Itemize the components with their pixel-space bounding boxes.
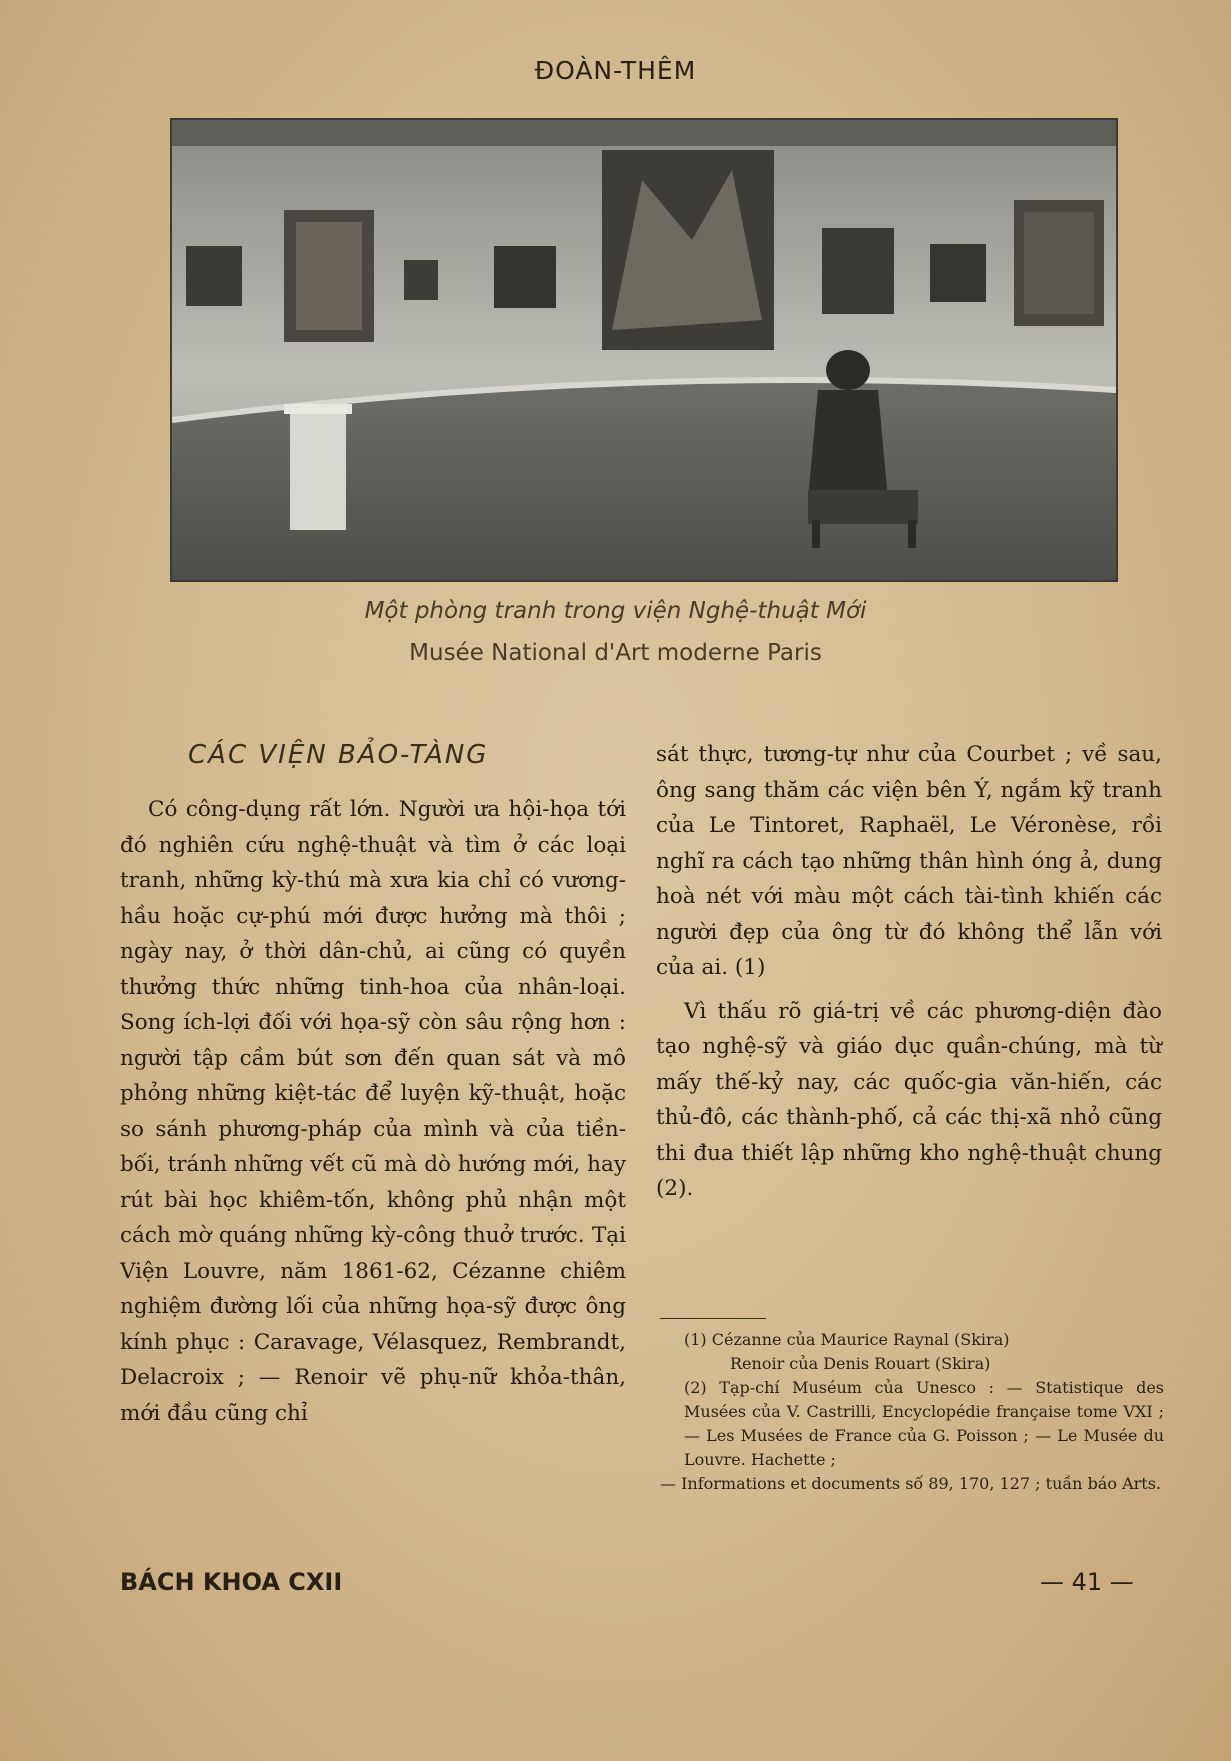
page-number: — 41 —: [1040, 1568, 1134, 1596]
figure-caption-vietnamese: Một phòng tranh trong viện Nghệ-thuật Mới: [364, 598, 867, 624]
footnote-2-end: — Informations et documents số 89, 170, 127 ; tuần báo Arts.: [660, 1474, 1161, 1493]
running-header: ĐOÀN-THÊM: [534, 56, 697, 85]
footnote-1-line-1: (1) Cézanne của Maurice Raynal (Skira): [684, 1330, 1010, 1349]
footnote-2-start: (2) Tạp-chí Muséum của Unesco : — Statistique des Musées của V. Castrilli, Encyclopédie française tome VXI ; — Les Musées de France của G. Poisson ; — Le Musée du Louvre. Hachette ;: [684, 1378, 1164, 1469]
figure-caption-french: Musée National d'Art moderne Paris: [409, 640, 822, 666]
body-paragraph: Vì thấu rõ giá-trị về các phương-diện đào tạo nghệ-sỹ và giáo dục quần-chúng, mà từ mấy thế-kỷ nay, các quốc-gia văn-hiến, các thủ-đô, các thành-phố, cả các thị-xã nhỏ cũng thi đua thiết lập những kho nghệ-thuật chung (2).: [656, 998, 1162, 1201]
body-paragraph: sát thực, tương-tự như của Courbet ; về sau, ông sang thăm các viện bên Ý, ngắm kỹ tranh của Le Tintoret, Raphaël, Le Véronèse, rồi nghĩ ra cách tạo những thân hình óng ả, dung hoà nét với màu một cách tài-tình khiến các người đẹp của ông từ đó không thể lẫn với của ai. (1): [656, 742, 1162, 980]
footnote-divider: [660, 1318, 766, 1319]
right-text-column: [656, 737, 1162, 1207]
footnote-1-line-2: Renoir của Denis Rouart (Skira): [730, 1354, 991, 1373]
publication-footer: BÁCH KHOA CXII: [120, 1568, 343, 1596]
museum-gallery-photo: [170, 118, 1118, 582]
section-title: CÁC VIỆN BẢO-TÀNG: [188, 740, 489, 770]
left-text-column: [120, 792, 626, 1431]
gallery-photo-illustration: [172, 120, 1116, 580]
footnotes: [660, 1328, 1164, 1496]
body-paragraph: Có công-dụng rất lớn. Người ưa hội-họa tới đó nghiên cứu nghệ-thuật và tìm ở các loại tranh, những kỳ-thú mà xưa kia chỉ có vương-hầu hoặc cự-phú mới được hưởng mà thôi ; ngày nay, ở thời dân-chủ, ai cũng có quyền thưởng thức những tinh-hoa của nhân-loại. Song ích-lợi đối với họa-sỹ còn sâu rộng hơn : người tập cầm bút sơn đến quan sát và mô phỏng những kiệt-tác để luyện kỹ-thuật, hoặc so sánh phương-pháp của mình và của tiền-bối, tránh những vết cũ mà dò hướng mới, hay rút bài học khiêm-tốn, không phủ nhận một cách mờ quáng những kỳ-công thuở trước. Tại Viện Louvre, năm 1861-62, Cézanne chiêm nghiệm đường lối của những họa-sỹ được ông kính phục : Caravage, Vélasquez, Rembrandt, Delacroix ; — Renoir vẽ phụ-nữ khỏa-thân, mới đầu cũng chỉ: [120, 797, 626, 1426]
